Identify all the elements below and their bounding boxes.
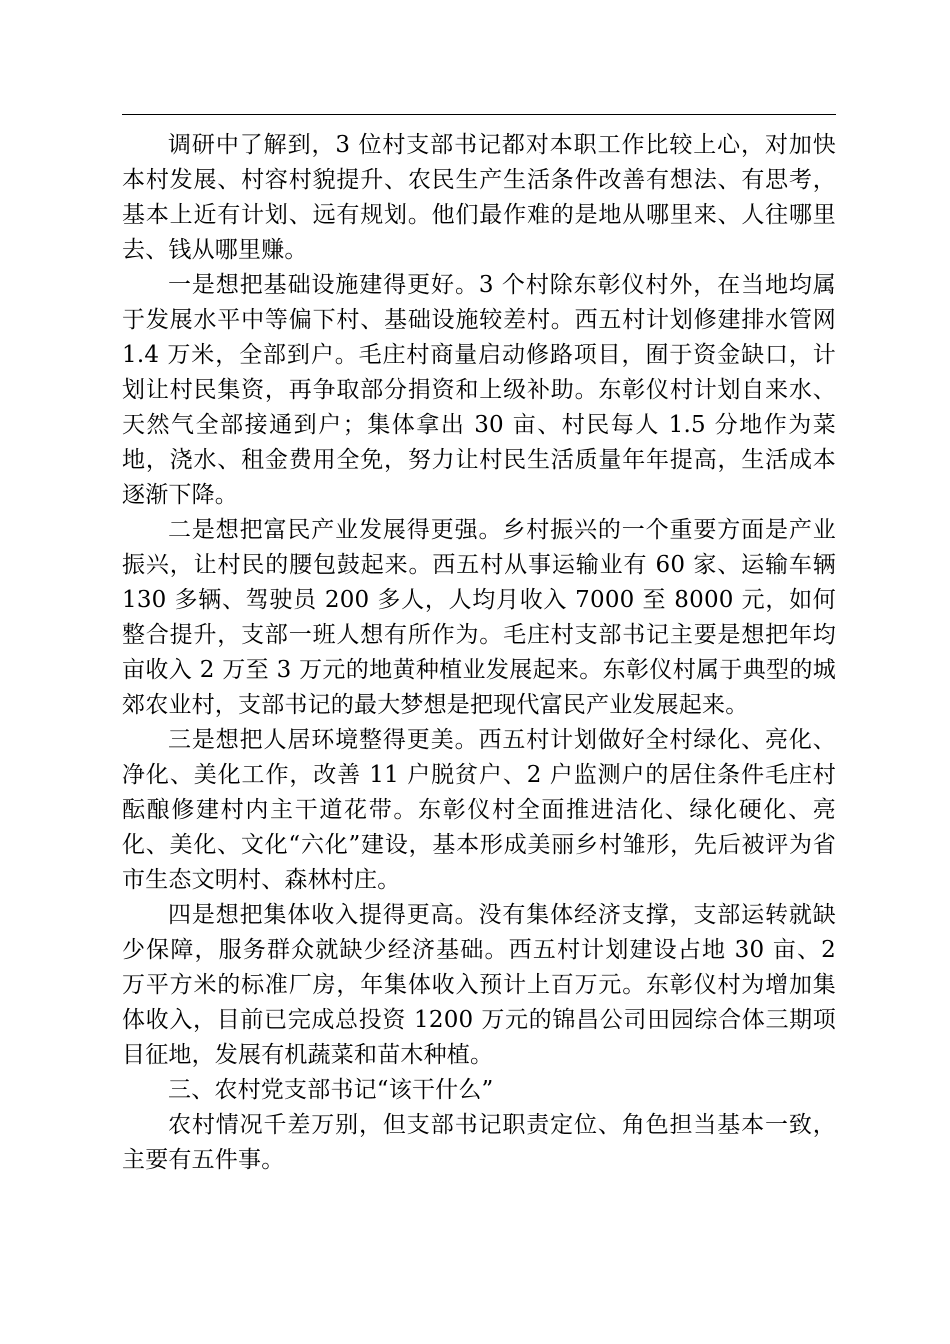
paragraph-collective-income: 四是想把集体收入提得更高。没有集体经济支撑，支部运转就缺少保障，服务群众就缺少经济基础。西五村计划建设占地 30 亩、2 万平方米的标准厂房，年集体收入预计上百万元。东彰仪村为增加集体收入，目前已完成总投资 1200 万元的锦昌公司田园综合体三期项目征地，发展有机蔬菜和苗木种植。 [122,902,836,1068]
paragraph-survey-findings: 调研中了解到，3 位村支部书记都对本职工作比较上心，对加快本村发展、村容村貌提升、农民生产生活条件改善有想法、有思考，基本上近有计划、远有规划。他们最作难的是地从哪里来、人往哪里去、钱从哪里赚。 [122,132,836,263]
paragraph-five-tasks: 农村情况千差万别，但支部书记职责定位、角色担当基本一致，主要有五件事。 [122,1112,836,1173]
paragraph-environment: 三是想把人居环境整得更美。西五村计划做好全村绿化、亮化、净化、美化工作，改善 11 户脱贫户、2 户监测户的居住条件毛庄村酝酿修建村内主干道花带。东彰仪村全面推进洁化、绿化硬化、亮化、美化、文化“六化”建设，基本形成美丽乡村雏形，先后被评为省市生态文明村、森林村庄。 [122,727,836,893]
paragraph-infrastructure: 一是想把基础设施建得更好。3 个村除东彰仪村外，在当地均属于发展水平中等偏下村、基础设施较差村。西五村计划修建排水管网 1.4 万米，全部到户。毛庄村商量启动修路项目，囿于资金缺口，计划让村民集资，再争取部分捐资和上级补助。东彰仪村计划自来水、天然气全部接通到户；集体拿出 30 亩、村民每人 1.5 分地作为菜地，浇水、租金费用全免，努力让村民生活质量年年提高，生活成本逐渐下降。 [122,272,836,508]
header-rule [122,114,836,115]
paragraph-industry: 二是想把富民产业发展得更强。乡村振兴的一个重要方面是产业振兴，让村民的腰包鼓起来。西五村从事运输业有 60 家、运输车辆 130 多辆、驾驶员 200 多人，人均月收入 7000 至 8000 元，如何整合提升，支部一班人想有所作为。毛庄村支部书记主要是想把年均亩收入 2 万至 3 万元的地黄种植业发展起来。东彰仪村属于典型的城郊农业村，支部书记的最大梦想是把现代富民产业发展起来。 [122,517,836,718]
document-body [122,128,836,1178]
section-heading: 三、农村党支部书记“该干什么” [168,1077,494,1103]
